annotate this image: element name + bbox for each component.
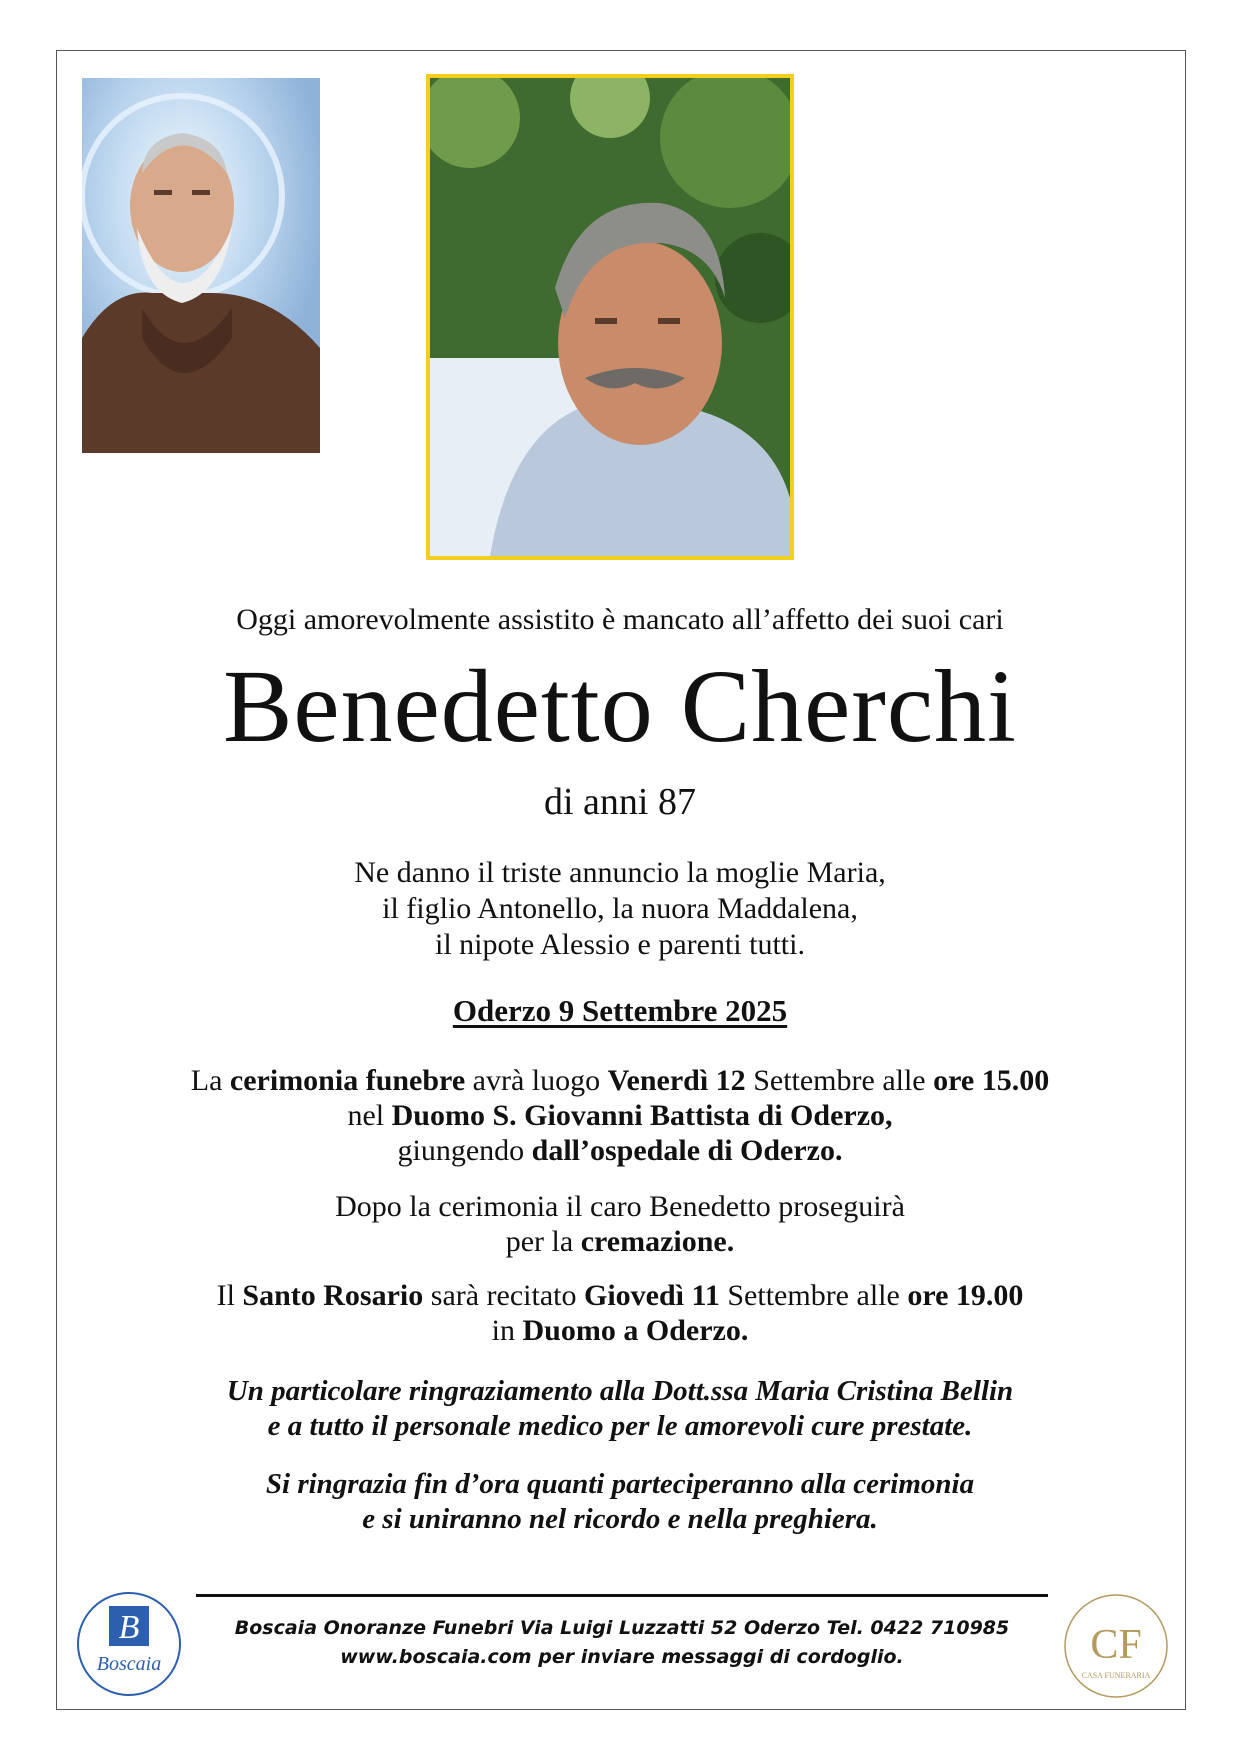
boscaia-logo bbox=[75, 1590, 183, 1698]
age-text: di anni 87 bbox=[544, 781, 696, 823]
ceremony-line-3: giungendo dall’ospedale di Oderzo. bbox=[397, 1134, 843, 1167]
funeral-home-website: www.boscaia.com per inviare messaggi di cordoglio. bbox=[340, 1646, 904, 1668]
family-line: Ne danno il triste annuncio la moglie Maria, bbox=[354, 856, 886, 889]
family-line: il figlio Antonello, la nuora Maddalena, bbox=[382, 892, 858, 925]
casa-funeraria-monogram: CF bbox=[1090, 1622, 1142, 1668]
place-date-line bbox=[0, 993, 1240, 1029]
thanks-attendees bbox=[0, 1467, 1240, 1537]
thanks-line: Si ringrazia fin d’ora quanti parteciperanno alla cerimonia bbox=[265, 1468, 975, 1500]
thanks-line: e si uniranno nel ricordo e nella preghiera. bbox=[362, 1503, 878, 1535]
intro-text: Oggi amorevolmente assistito è mancato all’affetto dei suoi cari bbox=[236, 603, 1004, 636]
cremation-details bbox=[0, 1189, 1240, 1259]
footer-divider bbox=[196, 1594, 1048, 1597]
cremation-line-2: per la cremazione. bbox=[505, 1225, 735, 1258]
rosary-line-1: Il Santo Rosario sarà recitato Giovedì 11 Settembre alle ore 19.00 bbox=[216, 1279, 1024, 1312]
family-announcement bbox=[0, 855, 1240, 963]
casa-funeraria-logo bbox=[1062, 1592, 1170, 1700]
place-date: Oderzo 9 Settembre 2025 bbox=[452, 993, 788, 1028]
boscaia-monogram: B bbox=[118, 1609, 140, 1646]
ceremony-line-2: nel Duomo S. Giovanni Battista di Oderzo, bbox=[347, 1099, 893, 1132]
casa-funeraria-name: CASA FUNERARIA bbox=[1081, 1671, 1151, 1680]
cremation-line-1: Dopo la cerimonia il caro Benedetto proseguirà bbox=[335, 1190, 905, 1223]
boscaia-logo-name: Boscaia bbox=[96, 1653, 162, 1675]
ceremony-details bbox=[0, 1063, 1240, 1168]
ceremony-line-1: La cerimonia funebre avrà luogo Venerdì 12 Settembre alle ore 15.00 bbox=[190, 1064, 1050, 1097]
thanks-medical-staff bbox=[0, 1374, 1240, 1444]
rosary-details bbox=[0, 1278, 1240, 1348]
funeral-home-address: Boscaia Onoranze Funebri Via Luigi Luzzatti 52 Oderzo Tel. 0422 710985 bbox=[234, 1617, 1010, 1639]
deceased-portrait-photo bbox=[426, 74, 794, 560]
deceased-name: Benedetto Cherchi bbox=[223, 649, 1017, 764]
thanks-line: e a tutto il personale medico per le amorevoli cure prestate. bbox=[267, 1410, 973, 1442]
saint-holy-card-image bbox=[82, 78, 320, 453]
rosary-line-2: in Duomo a Oderzo. bbox=[491, 1314, 749, 1347]
family-line: il nipote Alessio e parenti tutti. bbox=[435, 928, 805, 961]
thanks-line: Un particolare ringraziamento alla Dott.ssa Maria Cristina Bellin bbox=[226, 1375, 1014, 1407]
